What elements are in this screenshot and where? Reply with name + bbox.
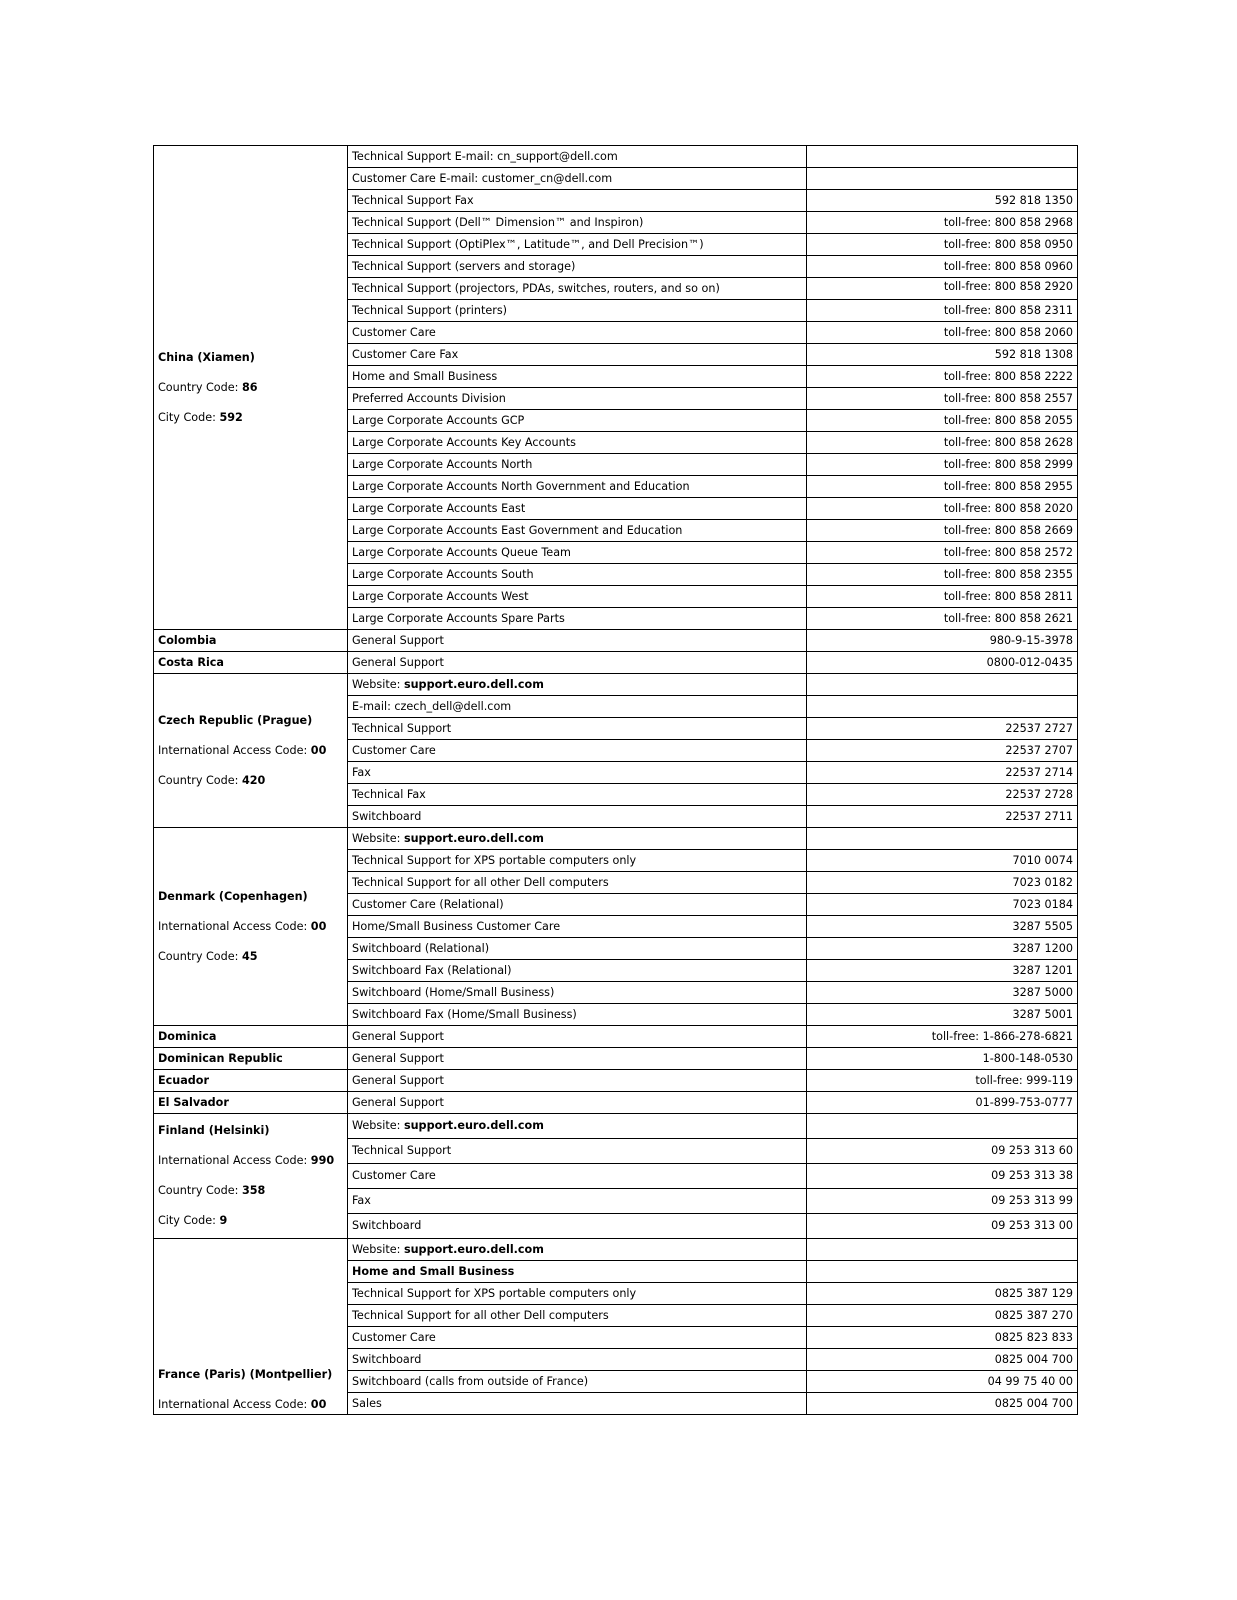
- country-cell-colombia: [154, 630, 348, 652]
- phone-number: 0800-012-0435: [807, 652, 1078, 674]
- service-label: Home/Small Business Customer Care: [352, 919, 561, 933]
- table-row: [154, 146, 1078, 168]
- service-cell: [348, 520, 807, 542]
- service-cell: [348, 278, 807, 300]
- service-label: Large Corporate Accounts East Government and Education: [352, 523, 683, 537]
- service-cell: [348, 740, 807, 762]
- country-cell-dominican-republic: [154, 1048, 348, 1070]
- website-link[interactable]: support.euro.dell.com: [403, 1242, 544, 1256]
- service-label: Website:: [352, 1242, 401, 1256]
- dialing-code: [158, 920, 343, 934]
- dialing-code: [158, 744, 343, 758]
- service-cell: [348, 806, 807, 828]
- website-link[interactable]: support.euro.dell.com: [403, 677, 544, 691]
- service-cell: [348, 1305, 807, 1327]
- service-label: Large Corporate Accounts North: [352, 457, 533, 471]
- phone-number: toll-free: 800 858 2311: [807, 300, 1078, 322]
- service-cell: [348, 498, 807, 520]
- service-cell: [348, 564, 807, 586]
- phone-number: toll-free: 800 858 2811: [807, 586, 1078, 608]
- phone-number: toll-free: 1-866-278-6821: [807, 1026, 1078, 1048]
- phone-number: 7023 0182: [807, 872, 1078, 894]
- service-label: Switchboard (Home/Small Business): [352, 985, 555, 999]
- section-heading: Home and Small Business: [352, 1264, 515, 1278]
- phone-number: toll-free: 800 858 2628: [807, 432, 1078, 454]
- dialing-code-label: Country Code:: [158, 380, 239, 394]
- service-label: Customer Care: [352, 1169, 436, 1182]
- service-label: Technical Support (servers and storage): [352, 259, 576, 273]
- service-label: Large Corporate Accounts East: [352, 501, 526, 515]
- phone-number: 3287 5001: [807, 1004, 1078, 1026]
- phone-number: [807, 146, 1078, 168]
- phone-number: toll-free: 800 858 0960: [807, 256, 1078, 278]
- phone-number: 7023 0184: [807, 894, 1078, 916]
- phone-number: 09 253 313 99: [807, 1189, 1078, 1214]
- dialing-code: [158, 1184, 343, 1198]
- service-cell: [348, 432, 807, 454]
- country-cell-costa-rica: [154, 652, 348, 674]
- service-cell: [348, 1092, 807, 1114]
- service-cell: [348, 1026, 807, 1048]
- service-label: Technical Support Fax: [352, 193, 474, 207]
- dialing-code-value: 420: [241, 773, 266, 787]
- dialing-code-value: 990: [310, 1154, 335, 1167]
- table-row: [154, 674, 1078, 696]
- phone-number: 22537 2714: [807, 762, 1078, 784]
- service-cell: [348, 1048, 807, 1070]
- service-label: Website:: [352, 677, 401, 691]
- phone-number: 3287 5505: [807, 916, 1078, 938]
- phone-number: 592 818 1308: [807, 344, 1078, 366]
- service-label: General Support: [352, 633, 444, 647]
- service-cell: [348, 630, 807, 652]
- phone-number: [807, 696, 1078, 718]
- phone-number: toll-free: 800 858 0950: [807, 234, 1078, 256]
- service-cell: [348, 960, 807, 982]
- table-row: [154, 1114, 1078, 1139]
- service-label: Large Corporate Accounts GCP: [352, 413, 525, 427]
- country-cell-china-xiamen: [154, 146, 348, 630]
- country-name: Dominica: [158, 1029, 217, 1043]
- country-cell-france-paris-montpellier: [154, 1239, 348, 1415]
- country-name: Ecuador: [158, 1073, 209, 1087]
- dialing-code-value: 9: [219, 1214, 228, 1227]
- service-label: Customer Care: [352, 1330, 436, 1344]
- country-name: Costa Rica: [158, 655, 224, 669]
- service-label: Customer Care: [352, 325, 436, 339]
- phone-number: 22537 2728: [807, 784, 1078, 806]
- dialing-code-label: Country Code:: [158, 773, 239, 787]
- service-cell: [348, 916, 807, 938]
- service-cell: [348, 190, 807, 212]
- country-name: France (Paris) (Montpellier): [158, 1368, 333, 1381]
- dialing-code-label: City Code:: [158, 410, 216, 424]
- service-label: General Support: [352, 1073, 444, 1087]
- website-link[interactable]: support.euro.dell.com: [403, 1119, 544, 1132]
- phone-number: [807, 674, 1078, 696]
- service-cell: [348, 1327, 807, 1349]
- dialing-code: [158, 1214, 343, 1228]
- phone-number: 22537 2727: [807, 718, 1078, 740]
- phone-number: toll-free: 800 858 2955: [807, 476, 1078, 498]
- phone-number: 09 253 313 60: [807, 1139, 1078, 1164]
- service-label: Technical Support (OptiPlex™, Latitude™, and Dell Precision™): [352, 237, 704, 251]
- phone-number: [807, 1261, 1078, 1283]
- phone-number: toll-free: 800 858 2621: [807, 608, 1078, 630]
- service-label: Technical Support (printers): [352, 303, 508, 317]
- service-label: Switchboard: [352, 1352, 422, 1366]
- service-cell: [348, 1114, 807, 1139]
- service-label: Switchboard (Relational): [352, 941, 490, 955]
- service-label: Technical Support: [352, 1144, 452, 1157]
- phone-number: 592 818 1350: [807, 190, 1078, 212]
- service-label: Technical Fax: [352, 787, 426, 801]
- country-cell-denmark-copenhagen: [154, 828, 348, 1026]
- dialing-code: [158, 950, 343, 964]
- phone-number: 980-9-15-3978: [807, 630, 1078, 652]
- phone-number: 7010 0074: [807, 850, 1078, 872]
- service-cell: [348, 1349, 807, 1371]
- dialing-code-value: 00: [310, 919, 327, 933]
- dialing-code-value: 00: [310, 1398, 327, 1411]
- service-cell: [348, 894, 807, 916]
- service-cell: [348, 762, 807, 784]
- phone-number: toll-free: 800 858 2968: [807, 212, 1078, 234]
- service-label: Sales: [352, 1396, 382, 1410]
- service-label: General Support: [352, 1095, 444, 1109]
- service-cell: [348, 872, 807, 894]
- service-cell: [348, 828, 807, 850]
- service-label: Customer Care Fax: [352, 347, 459, 361]
- country-cell-dominica: [154, 1026, 348, 1048]
- service-label: Technical Support (Dell™ Dimension™ and Inspiron): [352, 215, 644, 229]
- dialing-code: [158, 1154, 343, 1168]
- table-row: [154, 1070, 1078, 1092]
- service-cell: [348, 1139, 807, 1164]
- phone-number: toll-free: 800 858 2669: [807, 520, 1078, 542]
- service-cell: [348, 1283, 807, 1305]
- service-label: E-mail: czech_dell@dell.com: [352, 699, 512, 713]
- dialing-code-value: 358: [241, 1184, 266, 1197]
- table-row: [154, 1026, 1078, 1048]
- phone-number: 0825 387 270: [807, 1305, 1078, 1327]
- phone-number: toll-free: 800 858 2055: [807, 410, 1078, 432]
- phone-number: 04 99 75 40 00: [807, 1371, 1078, 1393]
- dialing-code: [158, 1398, 343, 1412]
- service-cell: [348, 454, 807, 476]
- service-cell: [348, 212, 807, 234]
- service-label: Technical Support for all other Dell computers: [352, 1308, 609, 1322]
- country-name: Dominican Republic: [158, 1051, 283, 1065]
- table-row: [154, 1048, 1078, 1070]
- country-cell-czech-republic-prague: [154, 674, 348, 828]
- service-cell: [348, 982, 807, 1004]
- phone-number: 0825 004 700: [807, 1393, 1078, 1415]
- service-cell: [348, 1239, 807, 1261]
- dialing-code: [158, 411, 343, 425]
- country-name: China (Xiamen): [158, 350, 255, 364]
- phone-number: [807, 1239, 1078, 1261]
- phone-number: [807, 1114, 1078, 1139]
- service-cell: [348, 542, 807, 564]
- table-row: [154, 1092, 1078, 1114]
- service-label: Technical Support (projectors, PDAs, switches, routers, and so on): [352, 281, 720, 295]
- phone-number: toll-free: 800 858 2060: [807, 322, 1078, 344]
- service-label: Technical Support for all other Dell computers: [352, 875, 609, 889]
- service-cell: [348, 366, 807, 388]
- phone-number: [807, 168, 1078, 190]
- phone-number: toll-free: 800 858 2920: [807, 278, 1078, 300]
- service-label: Website:: [352, 1119, 401, 1132]
- table-row: [154, 1239, 1078, 1261]
- service-cell: [348, 300, 807, 322]
- dialing-code-value: 45: [241, 949, 258, 963]
- table-row: [154, 652, 1078, 674]
- service-cell: [348, 652, 807, 674]
- phone-number: toll-free: 800 858 2557: [807, 388, 1078, 410]
- table-row: [154, 828, 1078, 850]
- service-cell: [348, 1189, 807, 1214]
- service-label: Switchboard Fax (Relational): [352, 963, 512, 977]
- service-cell: [348, 1164, 807, 1189]
- phone-number: 3287 1201: [807, 960, 1078, 982]
- contact-table: [153, 145, 1078, 1415]
- service-cell: [348, 410, 807, 432]
- dialing-code-label: City Code:: [158, 1214, 216, 1227]
- service-label: Customer Care (Relational): [352, 897, 504, 911]
- service-label: General Support: [352, 1051, 444, 1065]
- country-name: Denmark (Copenhagen): [158, 889, 308, 903]
- service-label: Website:: [352, 831, 401, 845]
- service-cell: [348, 718, 807, 740]
- service-cell: [348, 476, 807, 498]
- service-cell: [348, 1004, 807, 1026]
- dialing-code-label: Country Code:: [158, 949, 239, 963]
- phone-number: 09 253 313 00: [807, 1214, 1078, 1239]
- service-cell: [348, 1070, 807, 1092]
- phone-number: 01-899-753-0777: [807, 1092, 1078, 1114]
- service-cell: [348, 1371, 807, 1393]
- service-label: Large Corporate Accounts South: [352, 567, 534, 581]
- service-label: Customer Care: [352, 743, 436, 757]
- country-name: Czech Republic (Prague): [158, 713, 313, 727]
- service-cell: [348, 168, 807, 190]
- country-name: El Salvador: [158, 1095, 229, 1109]
- phone-number: 0825 387 129: [807, 1283, 1078, 1305]
- website-link[interactable]: support.euro.dell.com: [403, 831, 544, 845]
- service-label: Home and Small Business: [352, 369, 498, 383]
- service-cell: [348, 784, 807, 806]
- phone-number: [807, 828, 1078, 850]
- country-cell-finland-helsinki: [154, 1114, 348, 1239]
- service-label: Technical Support for XPS portable computers only: [352, 1286, 637, 1300]
- dialing-code-value: 592: [219, 410, 243, 424]
- service-label: Technical Support for XPS portable computers only: [352, 853, 637, 867]
- service-cell: [348, 234, 807, 256]
- dialing-code: [158, 381, 343, 395]
- dialing-code-label: International Access Code:: [158, 743, 308, 757]
- service-label: Large Corporate Accounts North Government and Education: [352, 479, 690, 493]
- dialing-code: [158, 774, 343, 788]
- service-label: Switchboard: [352, 1219, 422, 1232]
- service-label: Technical Support: [352, 721, 452, 735]
- phone-number: 3287 5000: [807, 982, 1078, 1004]
- service-label: Fax: [352, 765, 371, 779]
- service-label: Preferred Accounts Division: [352, 391, 506, 405]
- dialing-code-label: International Access Code:: [158, 1154, 308, 1167]
- phone-number: toll-free: 800 858 2355: [807, 564, 1078, 586]
- dialing-code-label: International Access Code:: [158, 1398, 308, 1411]
- service-cell: [348, 1393, 807, 1415]
- service-label: General Support: [352, 655, 444, 669]
- service-label: Customer Care E-mail: customer_cn@dell.com: [352, 171, 613, 185]
- service-cell: [348, 696, 807, 718]
- phone-number: toll-free: 800 858 2222: [807, 366, 1078, 388]
- service-label: Large Corporate Accounts West: [352, 589, 529, 603]
- service-cell: [348, 344, 807, 366]
- phone-number: 0825 004 700: [807, 1349, 1078, 1371]
- service-label: Large Corporate Accounts Key Accounts: [352, 435, 576, 449]
- service-cell: [348, 1261, 807, 1283]
- country-cell-el-salvador: [154, 1092, 348, 1114]
- phone-number: toll-free: 800 858 2572: [807, 542, 1078, 564]
- service-label: General Support: [352, 1029, 444, 1043]
- service-label: Technical Support E-mail: cn_support@dell.com: [352, 149, 618, 163]
- service-label: Switchboard (calls from outside of France): [352, 1374, 589, 1388]
- service-cell: [348, 608, 807, 630]
- service-cell: [348, 938, 807, 960]
- table-row: [154, 630, 1078, 652]
- service-label: Large Corporate Accounts Queue Team: [352, 545, 571, 559]
- phone-number: 0825 823 833: [807, 1327, 1078, 1349]
- service-cell: [348, 1214, 807, 1239]
- country-name: Colombia: [158, 633, 217, 647]
- service-cell: [348, 388, 807, 410]
- service-cell: [348, 850, 807, 872]
- service-label: Large Corporate Accounts Spare Parts: [352, 611, 565, 625]
- phone-number: 1-800-148-0530: [807, 1048, 1078, 1070]
- service-cell: [348, 146, 807, 168]
- service-label: Switchboard Fax (Home/Small Business): [352, 1007, 577, 1021]
- country-cell-ecuador: [154, 1070, 348, 1092]
- phone-number: toll-free: 999-119: [807, 1070, 1078, 1092]
- service-cell: [348, 256, 807, 278]
- service-cell: [348, 322, 807, 344]
- dialing-code-label: Country Code:: [158, 1184, 239, 1197]
- dialing-code-label: International Access Code:: [158, 919, 308, 933]
- country-name: Finland (Helsinki): [158, 1124, 270, 1137]
- phone-number: toll-free: 800 858 2020: [807, 498, 1078, 520]
- dialing-code-value: 00: [310, 743, 327, 757]
- phone-number: 3287 1200: [807, 938, 1078, 960]
- contact-directory: [153, 145, 1077, 1415]
- service-cell: [348, 674, 807, 696]
- service-cell: [348, 586, 807, 608]
- service-label: Fax: [352, 1194, 371, 1207]
- phone-number: 09 253 313 38: [807, 1164, 1078, 1189]
- phone-number: toll-free: 800 858 2999: [807, 454, 1078, 476]
- phone-number: 22537 2711: [807, 806, 1078, 828]
- dialing-code-value: 86: [241, 380, 258, 394]
- phone-number: 22537 2707: [807, 740, 1078, 762]
- service-label: Switchboard: [352, 809, 422, 823]
